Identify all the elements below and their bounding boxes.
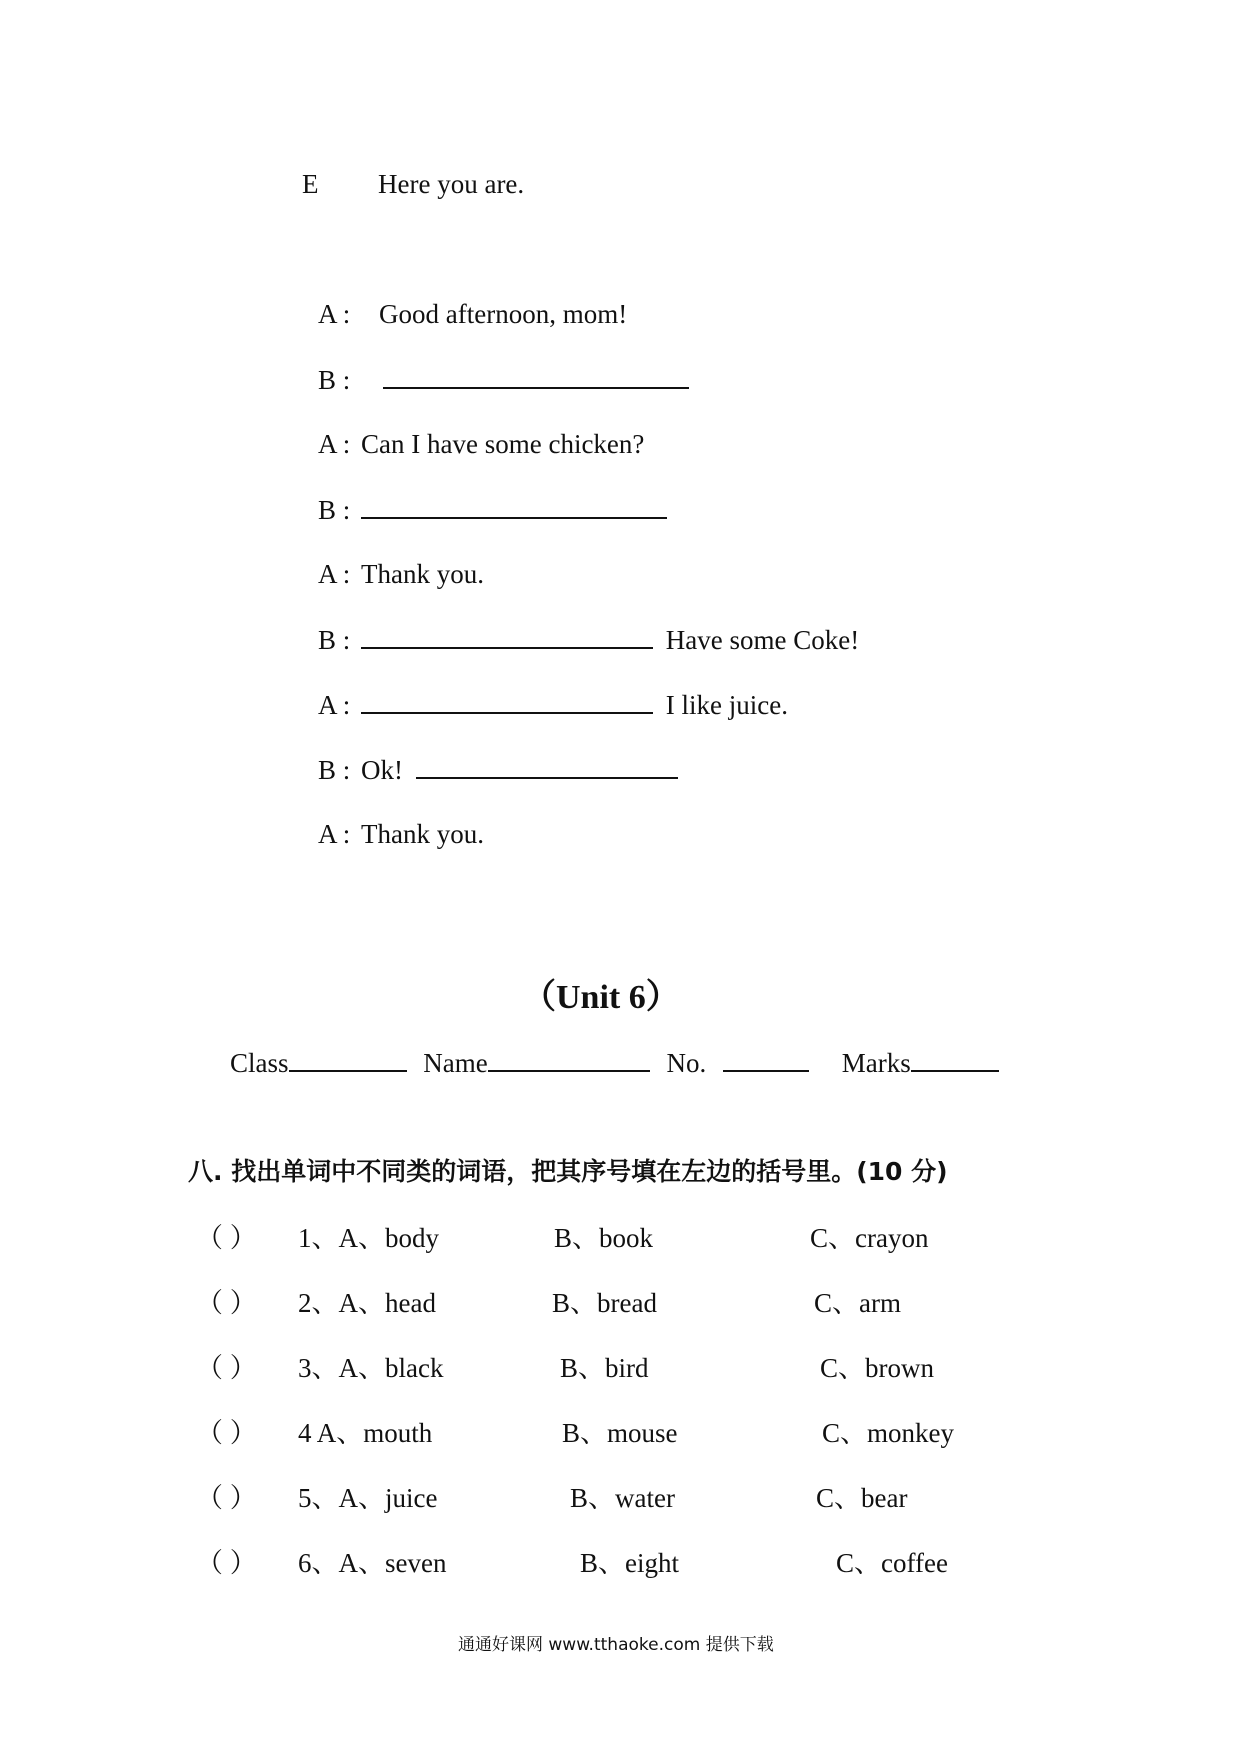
item-5-option-a: 5、A、juice	[298, 1483, 438, 1513]
item-2-option-b: B、bread	[552, 1288, 657, 1318]
dialogue-line-7	[318, 688, 788, 721]
item-5-option-b: B、water	[570, 1483, 675, 1513]
speaker-label: B :	[318, 755, 351, 785]
item-4-option-a: 4 A、mouth	[298, 1418, 433, 1448]
marks-blank[interactable]	[911, 1046, 999, 1072]
name-blank[interactable]	[488, 1046, 650, 1072]
item-6-option-b: B、eight	[580, 1548, 679, 1578]
dialogue-line-5	[318, 558, 484, 590]
item-4-option-c: C、monkey	[822, 1418, 954, 1448]
item-1-option-a: 1、A、body	[298, 1223, 439, 1253]
option-e-text: Here you are.	[378, 169, 525, 199]
speaker-label: A :	[318, 559, 351, 589]
name-label: Name	[423, 1048, 488, 1078]
answer-blank[interactable]	[361, 493, 667, 519]
dialogue-text: Good afternoon, mom!	[379, 299, 628, 329]
answer-blank[interactable]	[361, 623, 653, 649]
no-label: No.	[666, 1048, 707, 1078]
item-5-option-c: C、bear	[816, 1483, 908, 1513]
item-4-option-b: B、mouse	[562, 1418, 678, 1448]
dialogue-text: I like juice.	[665, 690, 788, 720]
speaker-label: A :	[318, 299, 351, 329]
dialogue-text: Thank you.	[361, 819, 484, 849]
item-2-option-c: C、arm	[814, 1288, 901, 1318]
item-3-option-b: B、bird	[560, 1353, 649, 1383]
answer-blank[interactable]	[416, 753, 678, 779]
item-1-option-c: C、crayon	[810, 1223, 929, 1253]
no-blank[interactable]	[723, 1046, 809, 1072]
speaker-label: A :	[318, 819, 351, 849]
marks-label: Marks	[841, 1048, 911, 1078]
item-6-option-c: C、coffee	[836, 1548, 948, 1578]
dialogue-line-3	[318, 428, 644, 460]
item-1-option-b: B、book	[554, 1223, 654, 1253]
item-1-paren[interactable]: （ ）	[196, 1223, 257, 1253]
dialogue-line-6	[318, 623, 859, 656]
section-8-heading: 八. 找出单词中不同类的词语，把其序号填在左边的括号里。(10 分)	[188, 1157, 948, 1186]
dialogue-text: Thank you.	[361, 559, 484, 589]
dialogue-text: Ok!	[361, 755, 404, 785]
dialogue-line-2	[318, 363, 689, 396]
item-2-paren[interactable]: （ ）	[196, 1288, 257, 1318]
dialogue-line-9	[318, 818, 484, 850]
item-2-option-a: 2、A、head	[298, 1288, 436, 1318]
item-6-paren[interactable]: （ ）	[196, 1548, 257, 1578]
speaker-label: B :	[318, 495, 351, 525]
speaker-label: A :	[318, 429, 351, 459]
speaker-label: A :	[318, 690, 351, 720]
option-e-letter: E	[302, 169, 319, 199]
item-6-option-a: 6、A、seven	[298, 1548, 447, 1578]
unit-title: （Unit 6）	[522, 979, 680, 1016]
item-3-paren[interactable]: （ ）	[196, 1353, 257, 1383]
page-footer: 通通好课网 www.tthaoke.com 提供下载	[458, 1635, 774, 1655]
item-3-option-a: 3、A、black	[298, 1353, 444, 1383]
answer-blank[interactable]	[361, 688, 653, 714]
class-blank[interactable]	[289, 1046, 407, 1072]
dialogue-line-4	[318, 493, 667, 526]
item-3-option-c: C、brown	[820, 1353, 934, 1383]
dialogue-line-1	[318, 298, 627, 330]
class-label: Class	[230, 1048, 289, 1078]
item-4-paren[interactable]: （ ）	[196, 1418, 257, 1448]
speaker-label: B :	[318, 365, 351, 395]
dialogue-text: Can I have some chicken?	[361, 429, 645, 459]
answer-blank[interactable]	[383, 363, 689, 389]
dialogue-line-8	[318, 753, 678, 786]
info-fields	[230, 1046, 999, 1079]
item-5-paren[interactable]: （ ）	[196, 1483, 257, 1513]
dialogue-text: Have some Coke!	[665, 625, 860, 655]
speaker-label: B :	[318, 625, 351, 655]
